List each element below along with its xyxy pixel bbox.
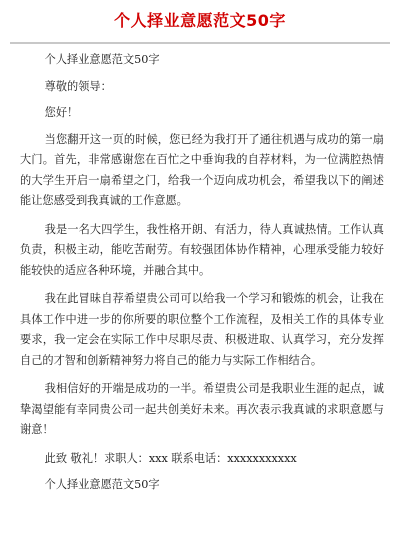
letter-footer-heading: 个人择业意愿范文50字: [44, 478, 160, 491]
letter-body: [10, 44, 390, 495]
letter-paragraph-1: 当您翻开这一页的时候，您已经为我打开了通往机遇与成功的第一扇大门。首先，非常感谢您在百忙之中垂询我的自荐材料，为一位满腔热情的大学生开启一扇希望之门，给我一个迈向成功机会，希望我以下的阐述能让您感受到我真诚的工作意愿。: [20, 132, 384, 207]
letter-greeting: 您好！: [44, 106, 79, 119]
letter-paragraph-4: 我相信好的开端是成功的一半。希望贵公司是我职业生涯的起点，诚挚渴望能有幸同贵公司一起共创美好未来。再次表示我真诚的求职意愿与谢意！: [20, 382, 384, 436]
letter-paragraph-2: 我是一名大四学生，我性格开朗、有活力，待人真诚热情。工作认真负责，积极主动，能吃苦耐劳。有较强团体协作精神，心理承受能力较好能较快的适应各种环境，并融合其中。: [20, 222, 384, 277]
letter-paragraph-3: 我在此冒昧自荐希望贵公司可以给我一个学习和锻炼的机会，让我在具体工作中进一步的你所要的职位整个工作流程，及相关工作的具体专业要求，我一定会在实际工作中尽职尽责、积极进取、认真学习，充分发挥自己的才智和创新精神努力将自己的能力与实际工作相结合。: [20, 292, 384, 367]
letter-heading: 个人择业意愿范文50字: [44, 53, 160, 66]
article-title: 个人择业意愿范文50字: [114, 11, 286, 30]
letter-closing: 此致 敬礼！求职人：xxx 联系电话：xxxxxxxxxxx: [44, 451, 297, 465]
letter-salutation: 尊敬的领导：: [44, 79, 112, 93]
